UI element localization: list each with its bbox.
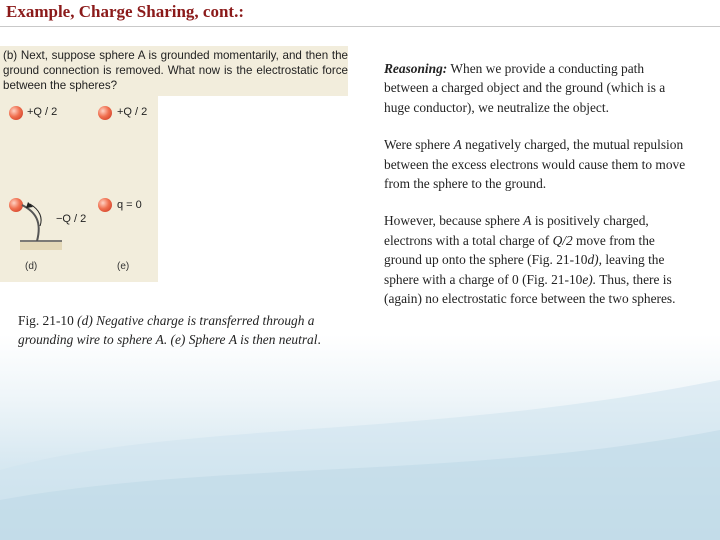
reasoning-p3-part3: move from the ground up onto the sphere (Fig. 21-10 [384, 232, 655, 268]
reasoning-p3-d-ref: d), [587, 252, 602, 268]
caption-sphere-a: A. [155, 332, 168, 348]
figure-question [3, 48, 348, 94]
caption-d-ref: (d) [77, 313, 93, 328]
reasoning-p3-e-ref: e). [582, 271, 597, 287]
charge-label-bottom-right: q = 0 [117, 199, 142, 211]
reasoning-p3-sphere: A [523, 213, 532, 229]
reasoning-paragraph-2 [384, 135, 690, 193]
caption-text-3: A is then neutral [228, 332, 318, 348]
reasoning-p3-part4: leaving the sphere with a charge of 0 (Fig. 21-10 [384, 252, 665, 287]
reasoning-p2-rest: negatively charged, the mutual repulsion between the excess electrons would cause them to move from the sphere to the ground. [384, 137, 686, 192]
reasoning-p2-start: Were sphere [384, 137, 451, 153]
charge-label-top-left: +Q / 2 [27, 106, 58, 118]
figure-caption [18, 311, 340, 350]
title-divider [0, 26, 720, 27]
reasoning-p2-sphere: A [453, 137, 462, 153]
caption-fig-number: Fig. 21-10 [18, 313, 74, 328]
reasoning-p3-end: Thus, there is (again) no electrostatic force between the two spheres. [384, 271, 676, 307]
caption-text-1: Negative charge is transferred through a grounding wire to sphere [18, 313, 315, 348]
question-label: (b) [3, 49, 18, 62]
sphere-b-bottom [98, 198, 112, 212]
reasoning-block [384, 59, 690, 326]
question-text: Next, suppose sphere A is grounded momentarily, and then the ground connection is removed. What now is the electrostatic force between the spheres? [3, 49, 348, 93]
caption-end: . [317, 332, 321, 348]
caption-e-ref: (e) [170, 332, 186, 348]
slide-title: Example, Charge Sharing, cont.: [6, 2, 244, 21]
reasoning-p3-start: However, because sphere [384, 213, 520, 229]
reasoning-p1-text: When we provide a conducting path between a charged object and the ground (which is a huge conductor), we neutralize the object. [384, 61, 666, 115]
reasoning-label: Reasoning: [384, 61, 448, 76]
charge-label-top-right: +Q / 2 [117, 106, 148, 118]
reasoning-p3-part2: is positively charged, electrons with a total charge of [384, 213, 649, 248]
sphere-a-top [9, 106, 23, 120]
sphere-b-top [98, 106, 112, 120]
reasoning-p3-charge: Q/2 [552, 232, 573, 248]
charge-label-bottom-left: −Q / 2 [56, 213, 87, 225]
caption-text-2: Sphere [188, 332, 226, 348]
grounding-wire-diagram [0, 196, 80, 256]
figure-sublabel-e: (e) [117, 261, 130, 272]
figure-sublabel-d: (d) [25, 261, 38, 272]
reasoning-paragraph-3 [384, 211, 690, 308]
reasoning-paragraph-1 [384, 59, 690, 117]
